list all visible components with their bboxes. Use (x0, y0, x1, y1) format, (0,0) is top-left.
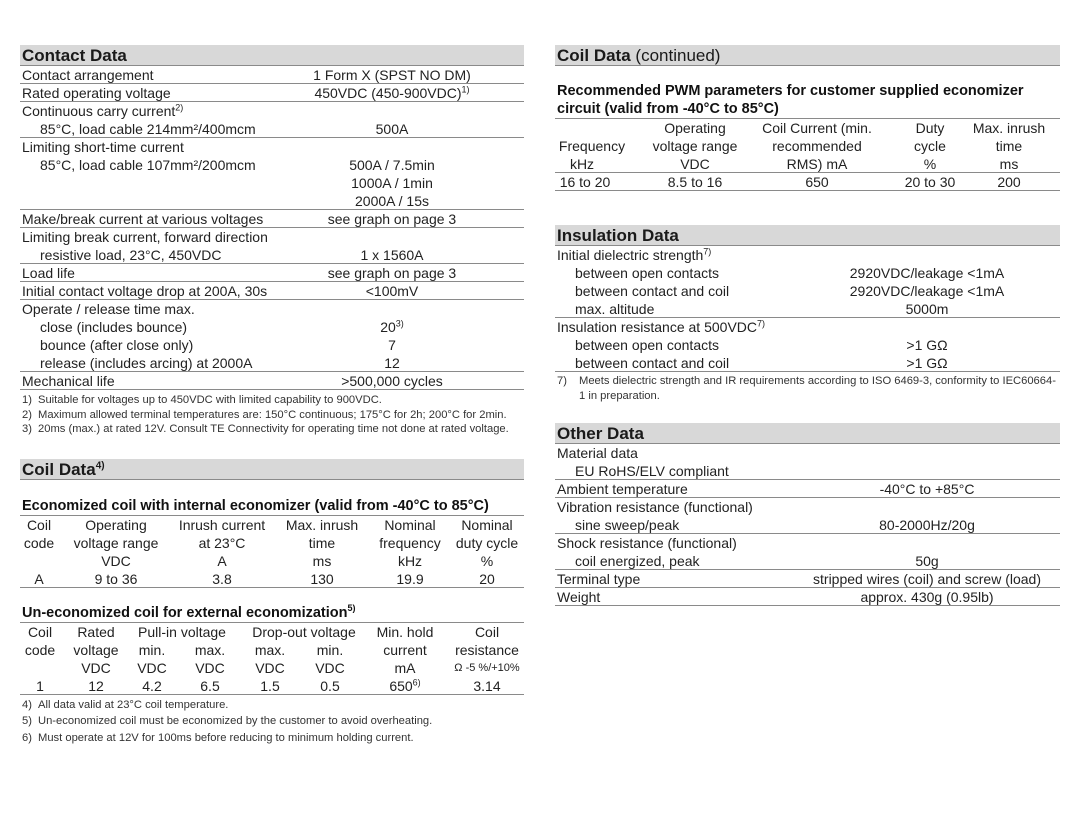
short-time-current-1min-row: 1000A / 1min (351, 175, 433, 191)
rohs-row: EU RoHS/ELV compliant (555, 462, 1060, 480)
footnote-6: 6) Must operate at 12V for 100ms before reducing to minimum holding current. (22, 731, 414, 744)
make-break-row: Make/break current at various voltages see graph on page 3 (20, 210, 524, 228)
uneconomized-coil-table (20, 623, 524, 695)
uneconomized-coil-heading: Un-economized coil for external economization$^{5)}$ (20, 604, 524, 623)
voltage-drop-row: Initial contact voltage drop at 200A, 30s <100mV (20, 282, 524, 300)
table-header-row: Coil Operating Inrush current Max. inrush Nominal Nominal (26, 516, 513, 533)
contact-data-heading: Contact Data (20, 45, 524, 66)
footnote-4: 4) All data valid at 23°C coil temperature. (22, 698, 229, 711)
left-column (20, 45, 524, 745)
sine-sweep-row: sine sweep/peak 80-2000Hz/20g (555, 516, 1060, 534)
mechanical-life-row: Mechanical life >500,000 cycles (20, 372, 524, 390)
coil-data-continued-heading: Coil Data (continued) (555, 45, 1060, 66)
dielectric-open-contacts-row: between open contacts 2920VDC/leakage <1mA (575, 265, 1005, 281)
ir-open-contacts-row: between open contacts >1 GΩ (575, 337, 948, 353)
insulation-data-heading: Insulation Data (555, 225, 1060, 246)
dielectric-contact-coil-row: between contact and coil 2920VDC/leakage <1mA (575, 283, 1005, 299)
insulation-resistance-row: Insulation resistance at 500VDC$^{7)}$ (557, 318, 766, 335)
table-header-row: VDC VDC VDC VDC VDC mA Ω -5 %/+10% (81, 659, 520, 676)
max-altitude-row: max. altitude 5000m (555, 300, 1060, 318)
table-row: A 9 to 36 3.8 130 19.9 20 (20, 570, 524, 588)
weight-row: Weight approx. 430g (0.95lb) (555, 588, 1060, 606)
other-data-heading: Other Data (555, 423, 1060, 444)
terminal-type-row: Terminal type stripped wires (coil) and screw (load) (555, 570, 1060, 588)
vibration-row: Vibration resistance (functional) (557, 499, 753, 515)
short-time-current-15s-row: 2000A / 15s (20, 192, 524, 210)
release-time-row: release (includes arcing) at 2000A 12 (20, 354, 524, 372)
table-header-row: kHz VDC RMS) mA % ms (555, 155, 1060, 173)
footnote-5: 5) Un-economized coil must be economized by the customer to avoid overheating. (22, 715, 433, 727)
material-data-row: Material data (557, 445, 638, 461)
dielectric-strength-row: Initial dielectric strength$^{7)}$ (557, 246, 712, 263)
shock-row: Shock resistance (functional) (557, 535, 737, 551)
close-time-row: close (includes bounce) 20$^{3)}$ (40, 318, 404, 335)
economized-coil-table (20, 516, 524, 588)
short-time-current-sub-row: 85°C, load cable 107mm²/200mcm 500A / 7.5min (40, 157, 435, 173)
short-time-current-row: Limiting short-time current (22, 139, 184, 155)
ir-contact-coil-row: between contact and coil >1 GΩ (555, 354, 1060, 372)
load-life-row: Load life see graph on page 3 (20, 264, 524, 282)
operate-release-row: Operate / release time max. (22, 301, 195, 317)
table-header-row: code voltage range at 23°C time frequency duty cycle (23, 534, 519, 551)
carry-current-row: Continuous carry current$^{2)}$ (22, 102, 184, 119)
carry-current-sub-row: 85°C, load cable 214mm²/400mcm 500A (20, 120, 524, 138)
pwm-parameters-heading: Recommended PWM parameters for customer supplied economizer circuit (valid from -40°C to 85°C) (557, 83, 1024, 117)
footnote-1: 1) Suitable for voltages up to 450VDC with limited capability to 900VDC. (22, 394, 382, 406)
limiting-break-row: Limiting break current, forward direction (22, 229, 268, 245)
coil-energized-row: coil energized, peak 50g (555, 552, 1060, 570)
pwm-parameters-table (555, 118, 1060, 191)
coil-data-heading: Coil Data$^{4)}$ (20, 459, 524, 480)
economized-coil-heading: Economized coil with internal economizer (valid from -40°C to 85°C) (20, 497, 524, 516)
ambient-temperature-row: Ambient temperature -40°C to +85°C (555, 480, 1060, 498)
table-row: 16 to 20 8.5 to 16 650 20 to 30 200 (555, 173, 1060, 191)
bounce-time-row: bounce (after close only) 7 (40, 337, 396, 353)
contact-arrangement-row: Contact arrangement 1 Form X (SPST NO DM) (20, 66, 524, 84)
right-column (555, 45, 1060, 606)
table-row: 1 12 4.2 6.5 1.5 0.5 650$^{6)}$ 3.14 (20, 677, 524, 695)
table-header-row: VDC A ms kHz % (101, 552, 494, 569)
limiting-break-sub-row: resistive load, 23°C, 450VDC 1 x 1560A (20, 246, 524, 264)
table-header-row: Operating Coil Current (min. Duty Max. inrush (555, 118, 1060, 137)
rated-voltage-row: Rated operating voltage 450VDC $(450-900VDC)^{1)}$ (20, 84, 524, 102)
table-header-row: Coil Rated Pull-in voltage Drop-out voltage Min. hold Coil (27, 623, 500, 640)
footnote-3: 3) 20ms (max.) at rated 12V. Consult TE Connectivity for operating time not done at rated voltage. (22, 423, 509, 435)
footnote-7: 7) Meets dielectric strength and IR requirements according to ISO 6469-3, conformity to IEC60664-1 in preparation. (557, 375, 1056, 402)
table-header-row: code voltage min. max. max. min. current resistance (24, 641, 519, 658)
footnote-2: 2) Maximum allowed terminal temperatures are: 150°C continuous; 175°C for 2h; 200°C for 2min. (22, 408, 507, 421)
table-header-row: Frequency voltage range recommended cycle time (558, 138, 1023, 154)
